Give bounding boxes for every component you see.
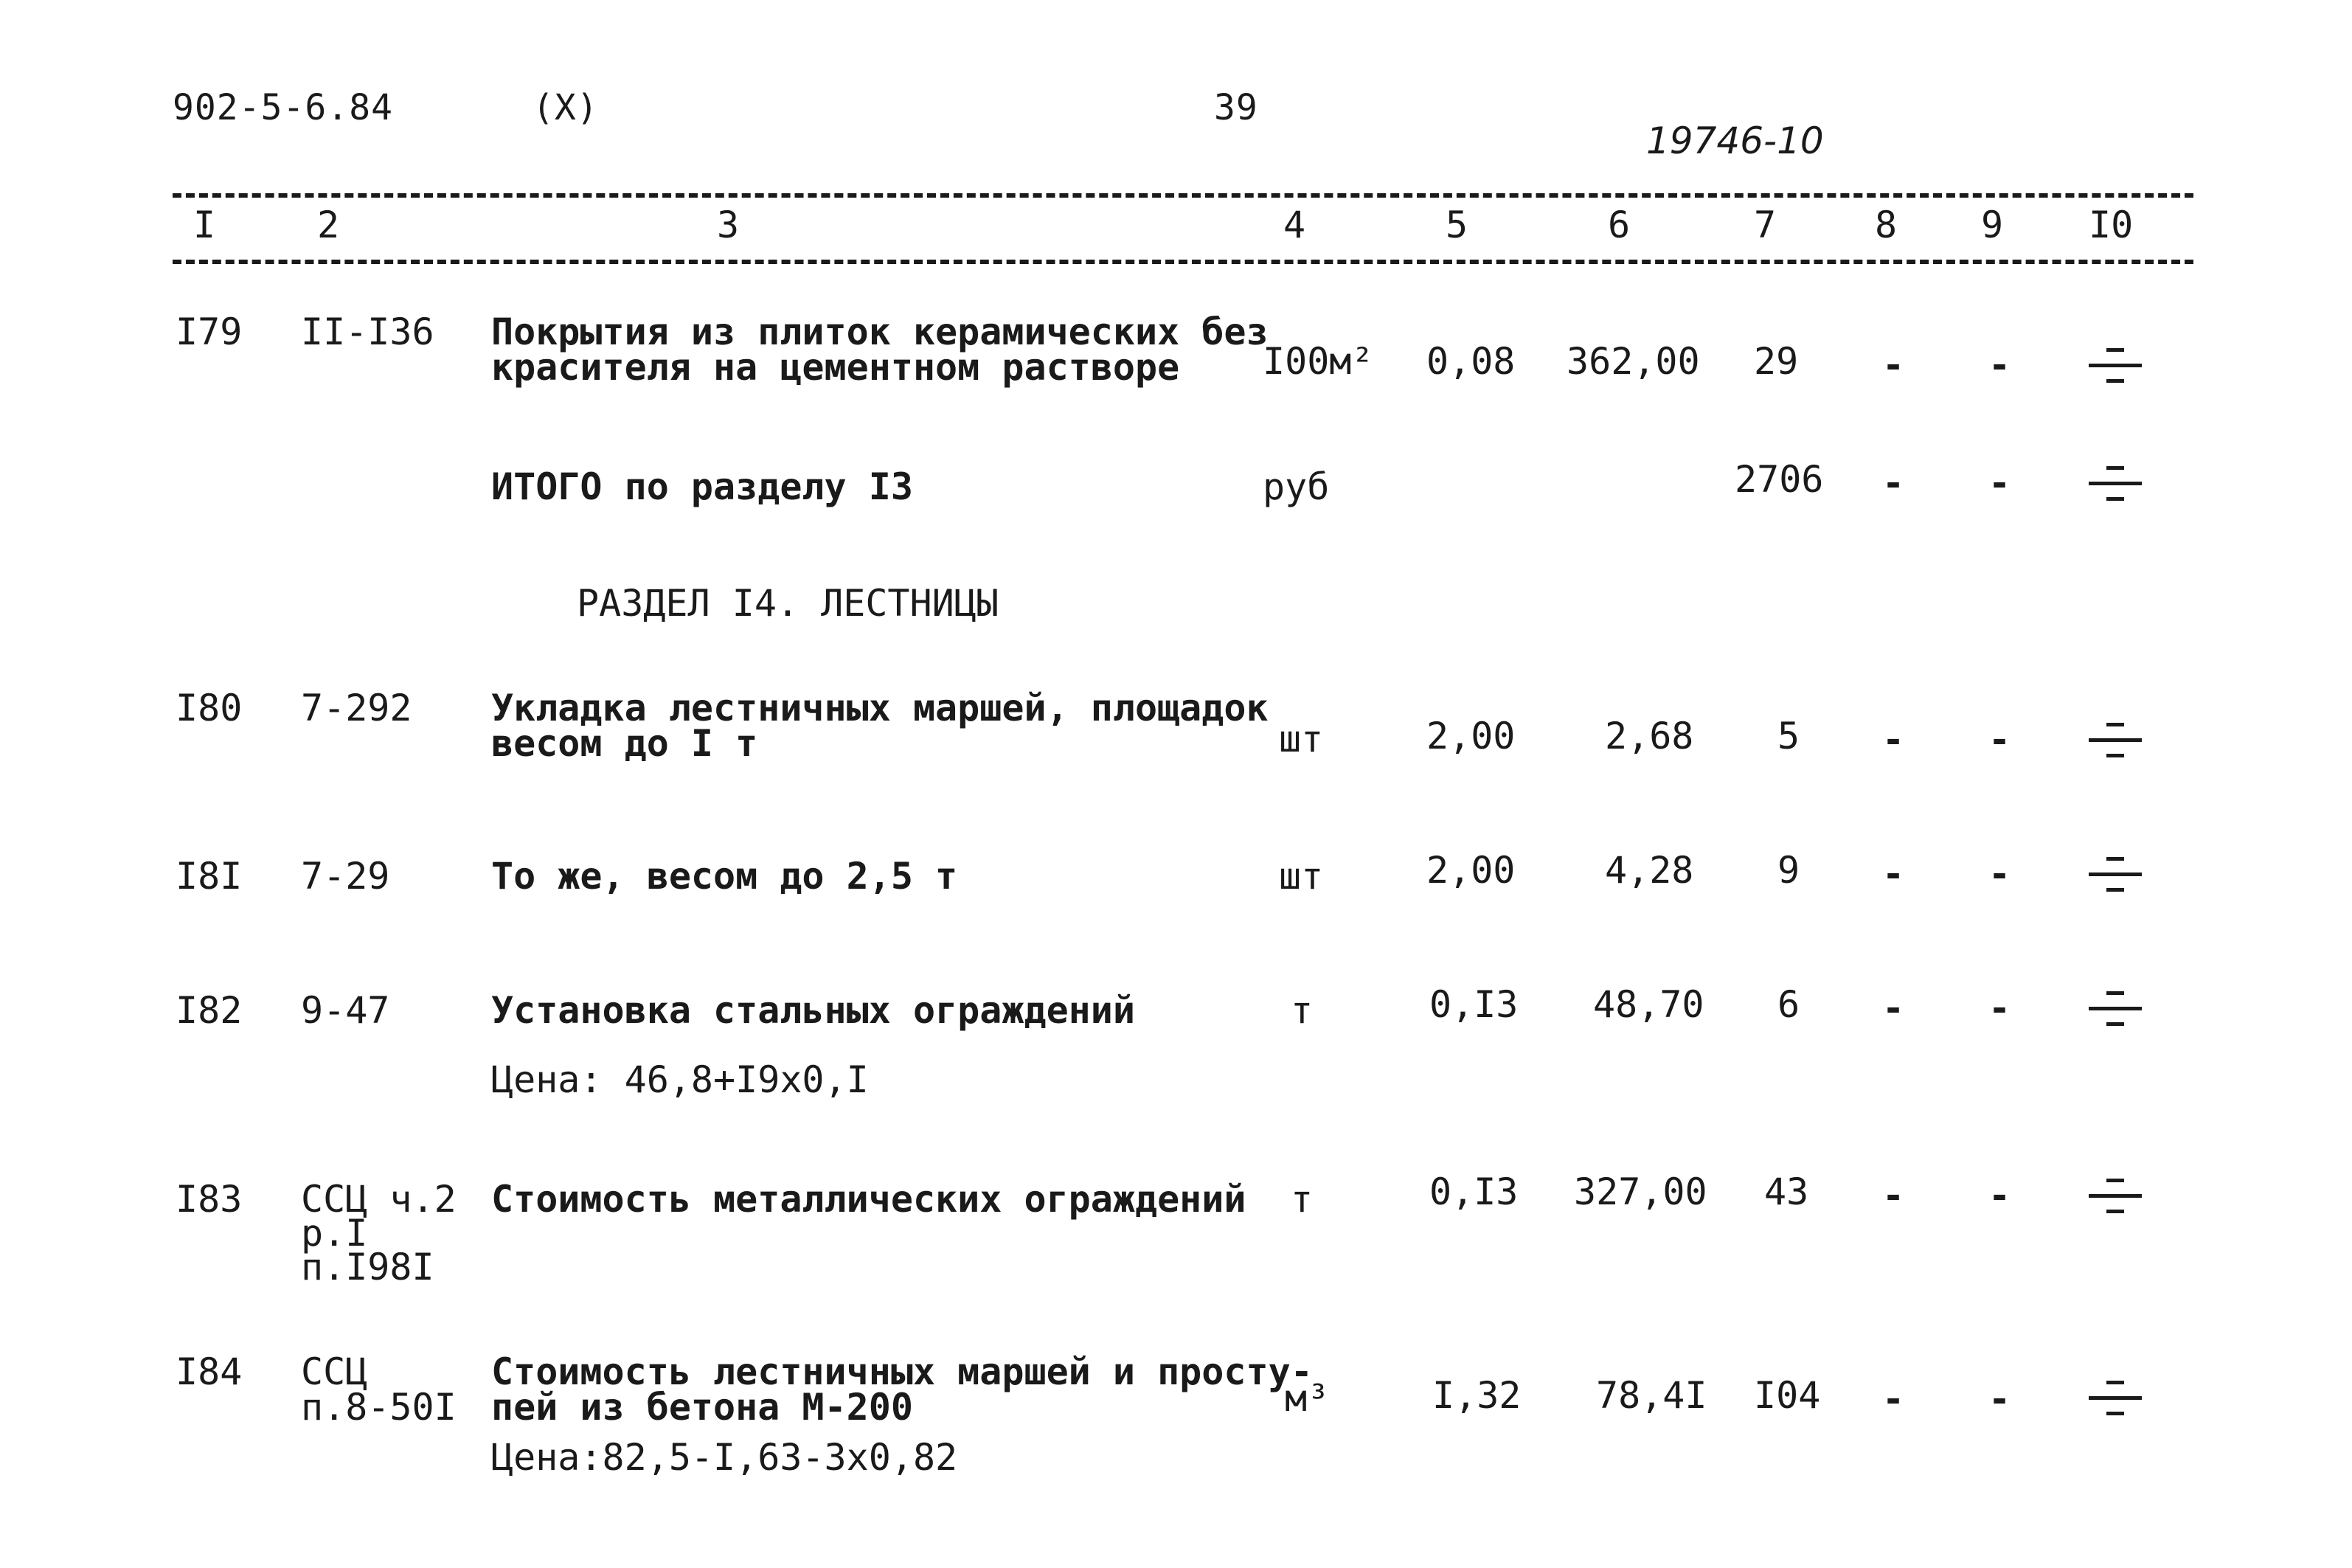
row-code-cont: р.I xyxy=(301,1212,368,1255)
row-code: ССЦ xyxy=(301,1350,368,1393)
row-quantity: 2,00 xyxy=(1426,849,1516,892)
row-col9: - xyxy=(1988,1174,2011,1217)
col-header-6: 6 xyxy=(1608,204,1631,246)
header-top-rule xyxy=(173,193,2193,198)
col-header-3: 3 xyxy=(717,204,740,246)
dash-divide-icon xyxy=(2086,718,2145,763)
row-unit-price: 78,4I xyxy=(1596,1374,1707,1417)
row-number: I80 xyxy=(176,687,243,729)
row-description: Установка стальных ограждений xyxy=(491,989,1135,1032)
row-unit-price: 4,28 xyxy=(1605,849,1694,892)
subtotal-unit: руб xyxy=(1263,465,1330,508)
row-unit: I00м² xyxy=(1263,340,1374,383)
col-header-7: 7 xyxy=(1754,204,1777,246)
row-price-note: Цена: 46,8+I9x0,I xyxy=(491,1058,869,1101)
handwritten-code: 19746-10 xyxy=(1646,119,1824,162)
col-header-1: I xyxy=(193,204,216,246)
row-number: I83 xyxy=(176,1178,243,1221)
row-code: 7-29 xyxy=(301,855,390,898)
row-unit-price: 2,68 xyxy=(1605,715,1694,757)
col-header-4: 4 xyxy=(1283,204,1306,246)
row-unit-price: 48,70 xyxy=(1593,983,1704,1026)
row-unit: шт xyxy=(1279,718,1324,760)
row-unit: т xyxy=(1291,1178,1314,1221)
document-code: 902-5-6.84 xyxy=(173,87,393,128)
row-description: Стоимость металлических ограждений xyxy=(491,1178,1246,1221)
dash-divide-icon xyxy=(2086,462,2145,506)
row-number: I79 xyxy=(176,311,243,353)
row-col9: - xyxy=(1988,1378,2011,1420)
row-price-note: Цена:82,5-I,63-3x0,82 xyxy=(491,1436,958,1479)
row-unit: м³ xyxy=(1285,1377,1330,1420)
row-col9: - xyxy=(1988,344,2011,386)
row-code: 9-47 xyxy=(301,989,390,1032)
row-code-cont: п.8-50I xyxy=(301,1386,457,1429)
row-unit-price: 362,00 xyxy=(1567,340,1700,383)
col-header-9: 9 xyxy=(1981,204,2004,246)
header-bottom-rule xyxy=(173,260,2193,264)
row-description-cont: пей из бетона М-200 xyxy=(491,1386,913,1429)
col-header-8: 8 xyxy=(1875,204,1898,246)
row-code-cont: п.I98I xyxy=(301,1246,434,1288)
subtotal-col9: - xyxy=(1988,462,2011,504)
col-header-2: 2 xyxy=(317,204,340,246)
row-number: I8I xyxy=(176,855,243,898)
dash-divide-icon xyxy=(2086,1376,2145,1420)
row-quantity: 0,08 xyxy=(1426,340,1516,383)
section-title: РАЗДЕЛ I4. ЛЕСТНИЦЫ xyxy=(577,582,999,625)
row-total: 5 xyxy=(1777,715,1800,757)
row-quantity: 2,00 xyxy=(1426,715,1516,757)
row-code: ССЦ ч.2 xyxy=(301,1178,457,1221)
row-description: Стоимость лестничных маршей и просту- xyxy=(491,1350,1313,1393)
row-quantity: I,32 xyxy=(1432,1374,1522,1417)
row-total: 29 xyxy=(1754,340,1799,383)
row-col8: - xyxy=(1882,718,1905,761)
row-col8: - xyxy=(1882,344,1905,386)
dash-divide-icon xyxy=(2086,344,2145,388)
row-description-cont: красителя на цементном растворе xyxy=(491,346,1180,389)
row-total: I04 xyxy=(1754,1374,1821,1417)
subtotal-total: 2706 xyxy=(1735,458,1824,501)
row-number: I84 xyxy=(176,1350,243,1393)
row-description: Укладка лестничных маршей, площадок xyxy=(491,687,1269,729)
dash-divide-icon xyxy=(2086,987,2145,1031)
row-unit-price: 327,00 xyxy=(1574,1170,1707,1213)
row-quantity: 0,I3 xyxy=(1429,1170,1519,1213)
subtotal-label: ИТОГО по разделу I3 xyxy=(491,465,913,508)
row-total: 43 xyxy=(1764,1170,1809,1213)
col-header-10: I0 xyxy=(2089,204,2134,246)
row-total: 9 xyxy=(1777,849,1800,892)
row-description: То же, весом до 2,5 т xyxy=(491,855,958,898)
row-description: Покрытия из плиток керамических без xyxy=(491,311,1269,353)
row-col9: - xyxy=(1988,853,2011,895)
dash-divide-icon xyxy=(2086,853,2145,897)
subtotal-col8: - xyxy=(1882,462,1905,504)
row-col8: - xyxy=(1882,853,1905,895)
row-code: 7-292 xyxy=(301,687,412,729)
row-description-cont: весом до I т xyxy=(491,722,758,765)
row-col9: - xyxy=(1988,987,2011,1030)
row-unit: шт xyxy=(1279,855,1324,898)
row-code: II-I36 xyxy=(301,311,434,353)
row-col8: - xyxy=(1882,987,1905,1030)
row-total: 6 xyxy=(1777,983,1800,1026)
row-col8: - xyxy=(1882,1174,1905,1217)
document-mark: (X) xyxy=(533,87,599,128)
row-unit: т xyxy=(1291,989,1314,1032)
row-col8: - xyxy=(1882,1378,1905,1420)
row-number: I82 xyxy=(176,989,243,1032)
row-col9: - xyxy=(1988,718,2011,761)
col-header-5: 5 xyxy=(1446,204,1468,246)
page-number: 39 xyxy=(1214,87,1258,128)
dash-divide-icon xyxy=(2086,1174,2145,1218)
row-quantity: 0,I3 xyxy=(1429,983,1519,1026)
